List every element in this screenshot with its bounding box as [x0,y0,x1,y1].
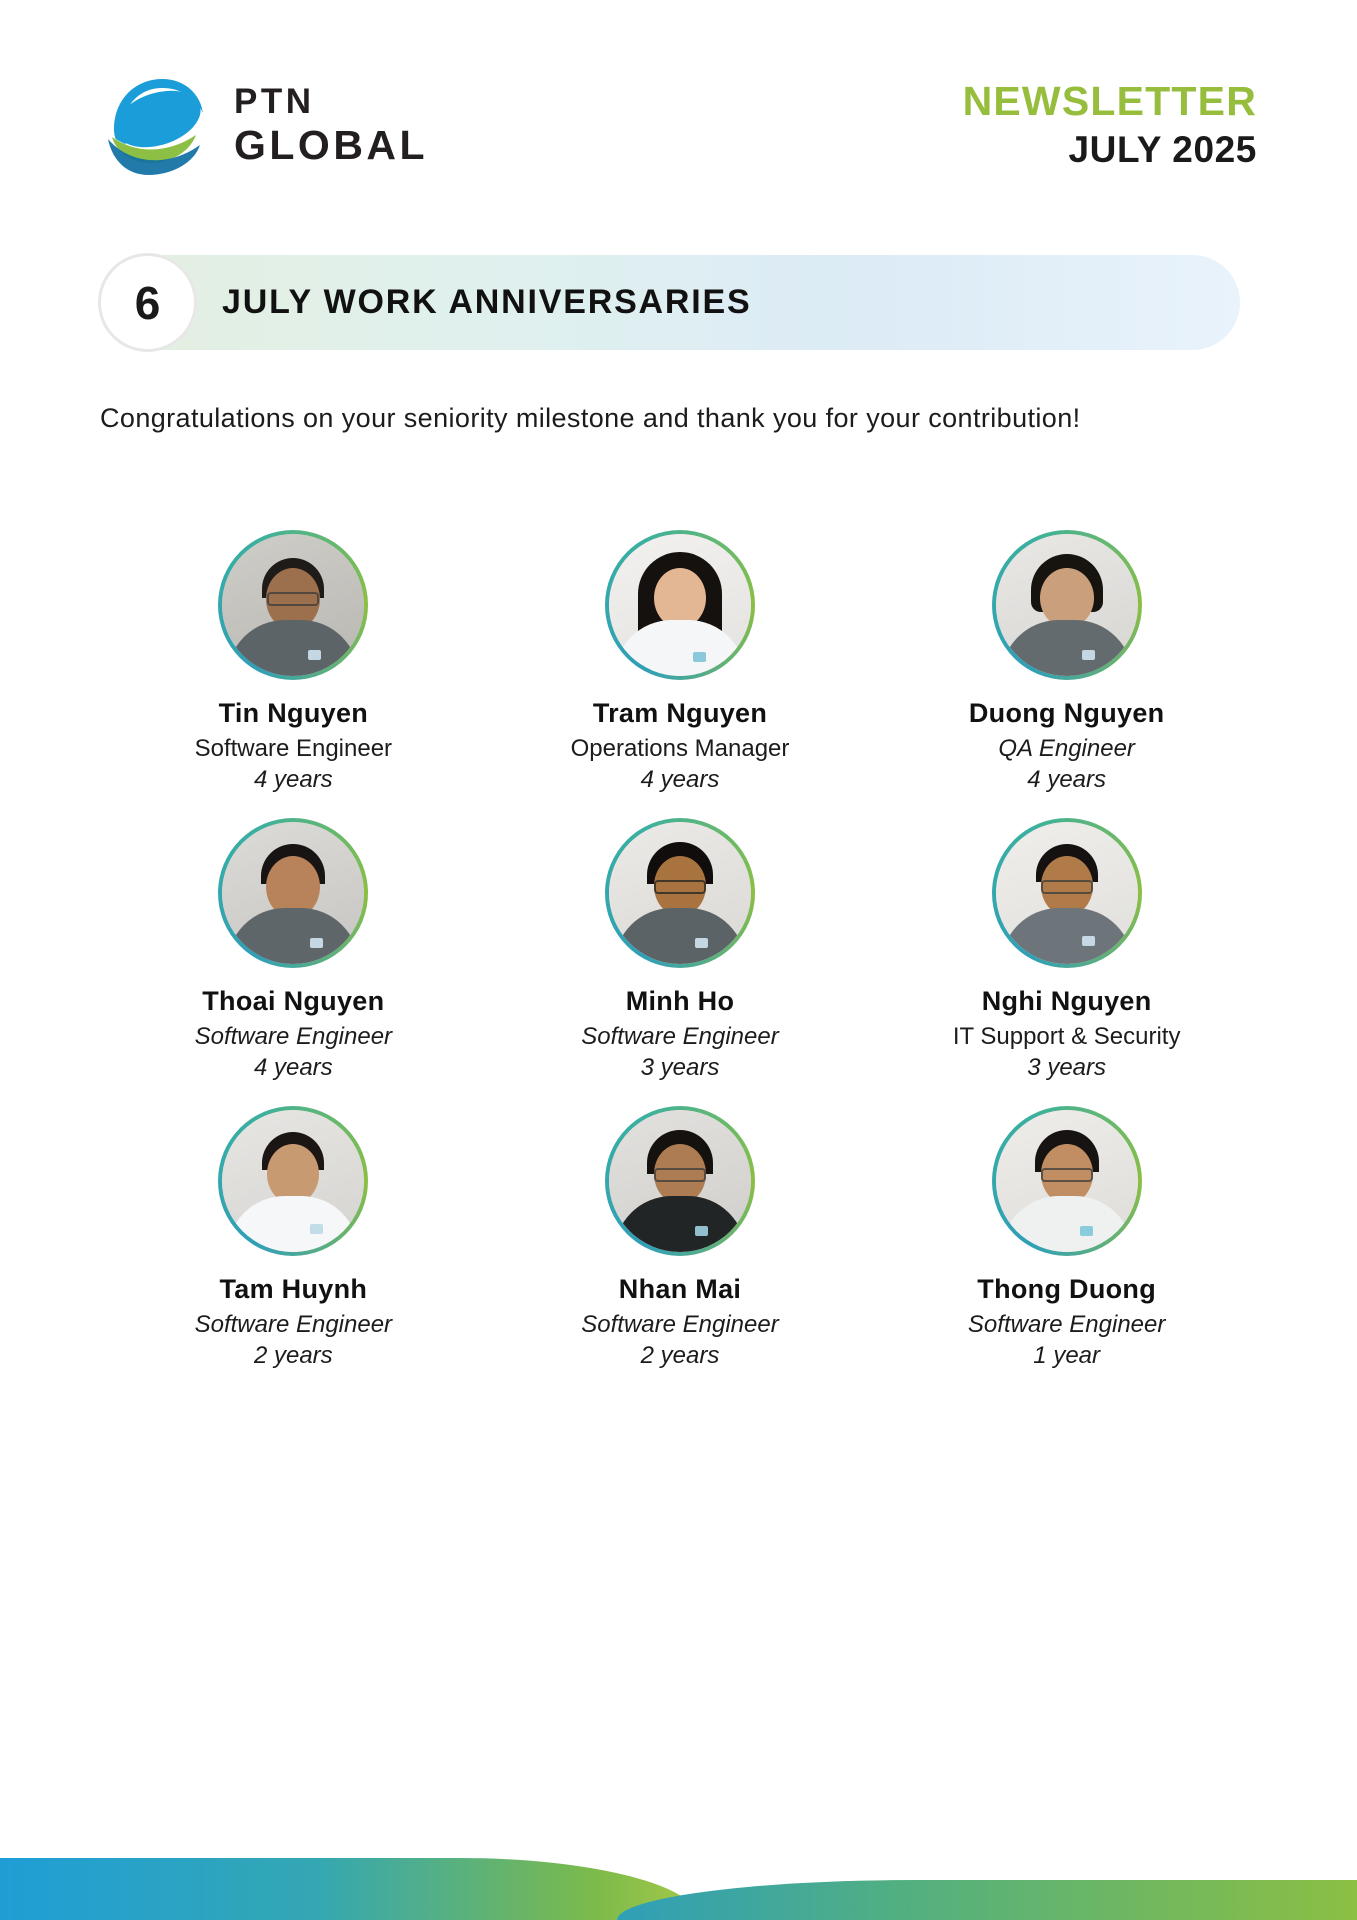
avatar-ring [605,818,755,968]
avatar-ring [218,1106,368,1256]
avatar [996,1110,1138,1252]
avatar-ring [218,818,368,968]
person-years: 2 years [253,1342,333,1369]
person-years: 4 years [640,766,720,793]
brand-wordmark [234,84,428,166]
person-card [873,1088,1260,1370]
person-name: Thong Duong [977,1274,1157,1304]
person-years: 1 year [1033,1342,1100,1369]
person-name: Nhan Mai [618,1274,742,1304]
person-years: 3 years [1027,1054,1106,1081]
avatar [222,822,364,964]
person-card [100,1088,487,1370]
section-title: JULY WORK ANNIVERSARIES [222,283,752,321]
section-header-bar [100,255,1240,350]
person-name: Tram Nguyen [592,698,768,728]
anniversaries-grid [100,512,1260,1370]
avatar [609,822,751,964]
page-header [0,60,1357,190]
ptn-globe-icon [100,71,212,179]
person-card [873,800,1260,1082]
section-number-badge [98,253,197,352]
person-years: 4 years [253,1054,333,1081]
person-name: Thoai Nguyen [202,986,385,1016]
person-years: 4 years [1027,766,1106,793]
brand-line2: GLOBAL [234,122,429,168]
newsletter-heading [963,79,1257,170]
newsletter-date: JULY 2025 [1068,129,1257,171]
person-role: Software Engineer [581,1023,779,1050]
person-name: Nghi Nguyen [981,986,1152,1016]
person-name: Tin Nguyen [218,698,369,728]
footer-wave-right [617,1880,1357,1920]
person-years: 2 years [640,1342,720,1369]
avatar [222,1110,364,1252]
avatar [609,1110,751,1252]
person-card [873,512,1260,794]
person-card [487,1088,874,1370]
intro-paragraph: Congratulations on your seniority milestone and thank you for your contribution! [100,403,1081,433]
avatar [996,822,1138,964]
avatar-ring [992,1106,1142,1256]
brand-logo [100,71,428,179]
person-role: IT Support & Security [952,1023,1181,1050]
person-role: Operations Manager [570,735,790,762]
person-name: Duong Nguyen [968,698,1165,728]
person-card [487,512,874,794]
person-role: Software Engineer [194,1311,393,1338]
page-footer [0,1858,1357,1920]
person-role: Software Engineer [194,735,393,762]
person-role: Software Engineer [967,1311,1166,1338]
person-role: Software Engineer [581,1311,779,1338]
avatar [996,534,1138,676]
brand-line1: PTN [234,82,315,121]
avatar [609,534,751,676]
person-role: QA Engineer [998,735,1135,762]
person-name: Tam Huynh [219,1274,368,1304]
person-card [487,800,874,1082]
avatar-ring [992,818,1142,968]
footer-wave-left [0,1858,700,1920]
avatar-ring [605,530,755,680]
avatar-ring [218,530,368,680]
person-card [100,512,487,794]
avatar-ring [605,1106,755,1256]
newsletter-label: NEWSLETTER [962,78,1257,125]
person-years: 3 years [640,1054,720,1081]
avatar [222,534,364,676]
section-number: 6 [134,276,161,329]
person-card [100,800,487,1082]
person-name: Minh Ho [625,986,735,1016]
person-years: 4 years [253,766,333,793]
avatar-ring [992,530,1142,680]
person-role: Software Engineer [194,1023,393,1050]
